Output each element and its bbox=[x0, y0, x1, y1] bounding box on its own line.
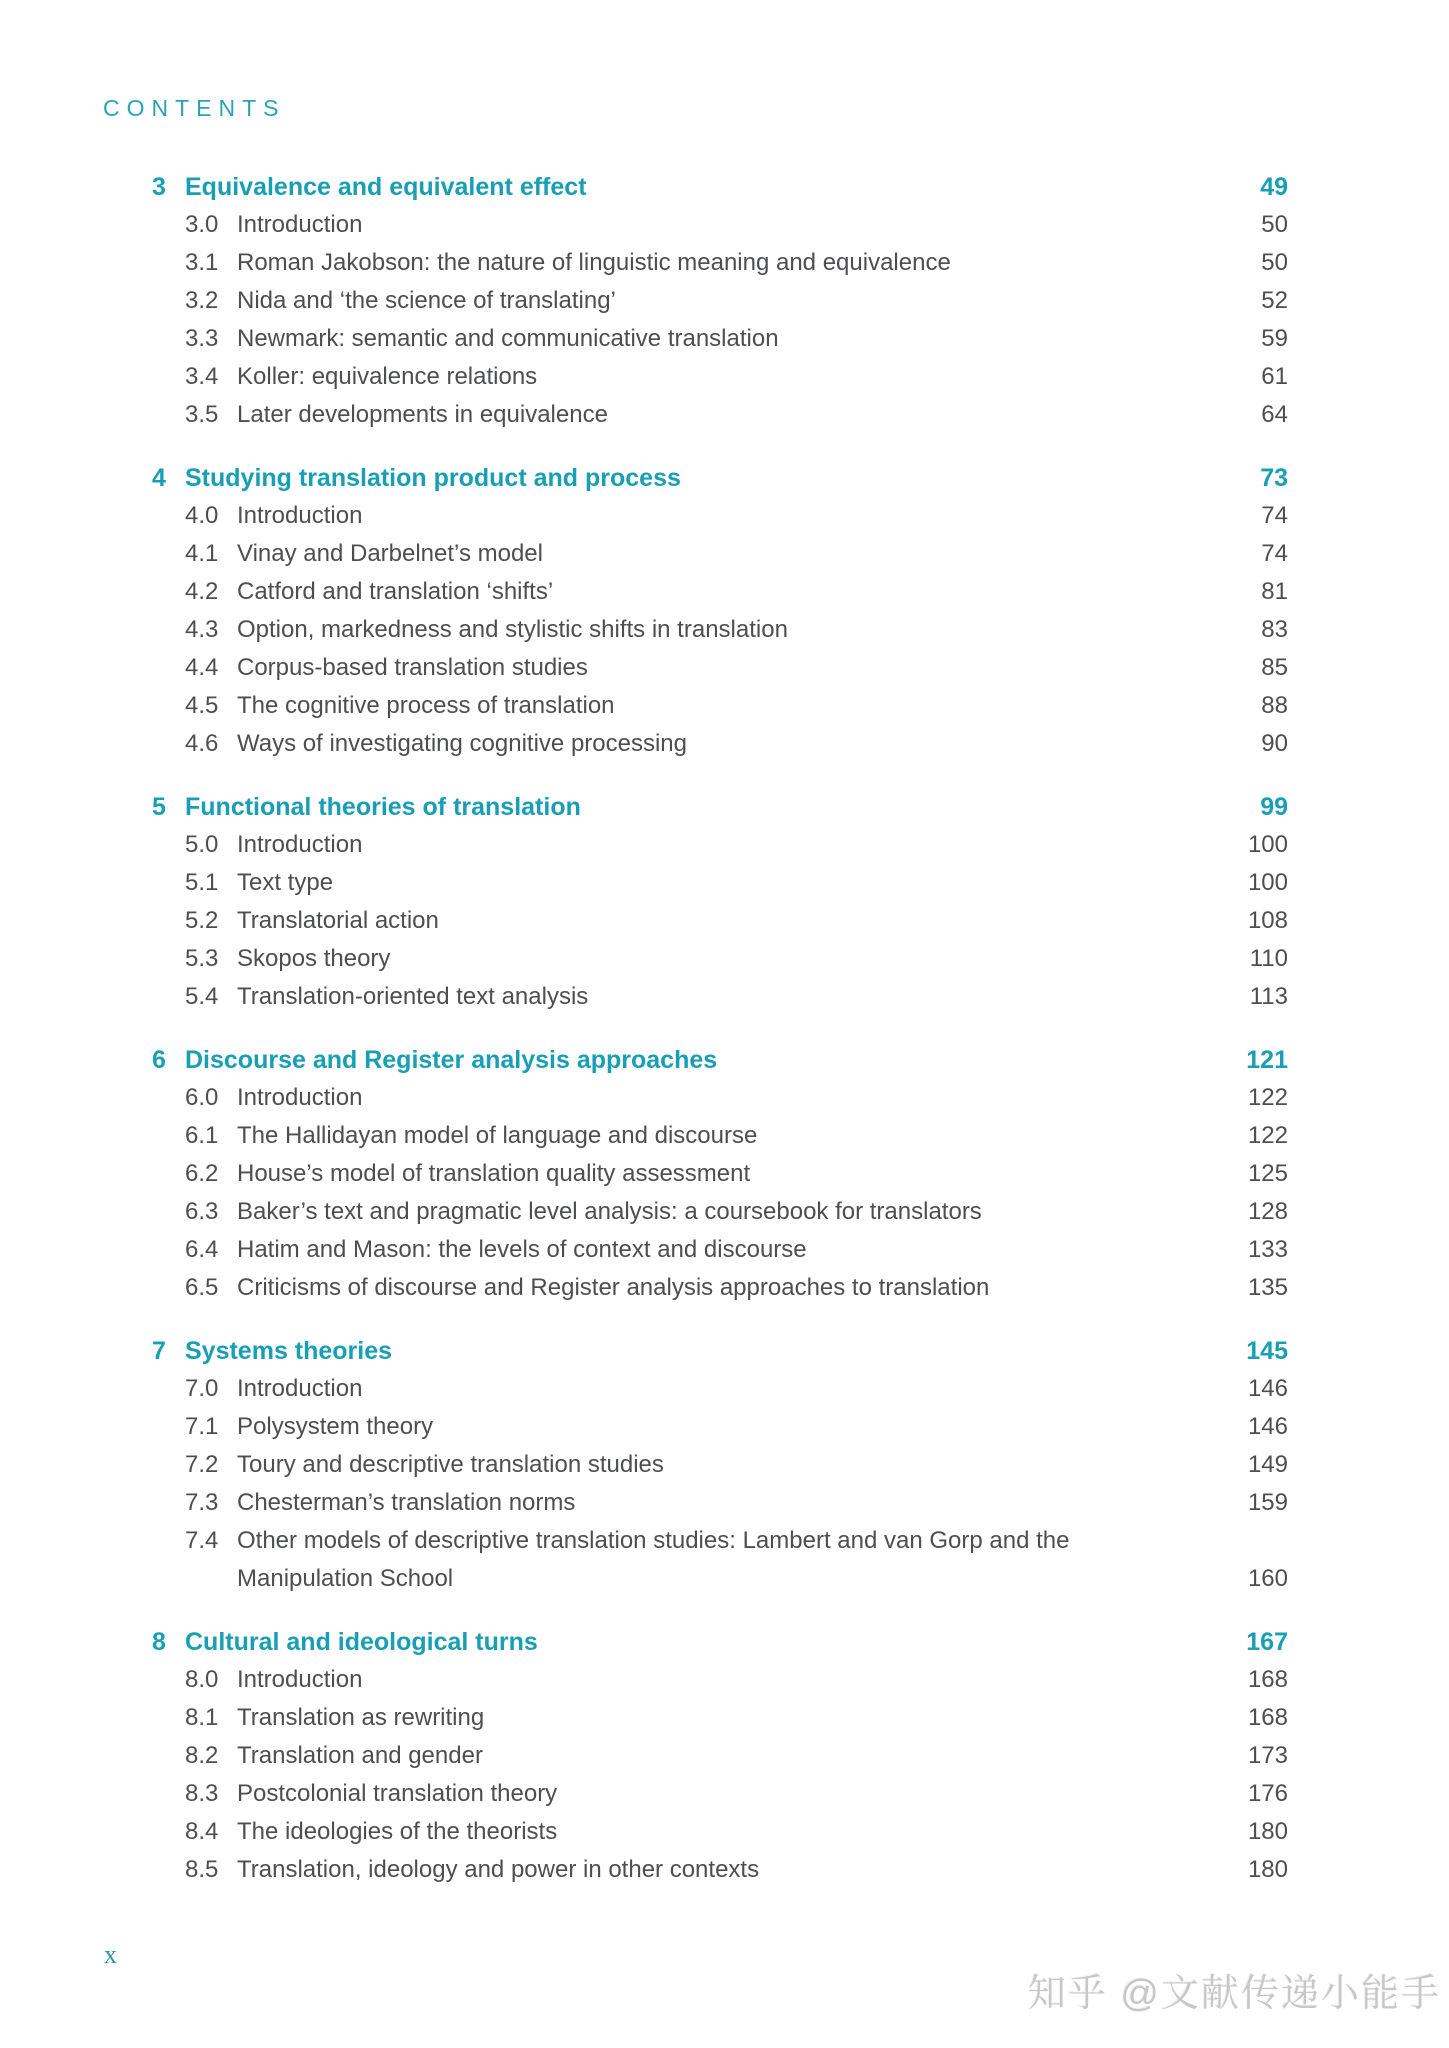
section-page-number: 74 bbox=[1261, 540, 1288, 567]
chapter-number: 6 bbox=[152, 1046, 166, 1074]
section-number: 8.1 bbox=[185, 1704, 219, 1731]
section-number: 6.4 bbox=[185, 1236, 219, 1263]
toc-section-row bbox=[152, 1661, 1288, 1699]
section-title-line1: The Hallidayan model of language and discourse bbox=[237, 1122, 758, 1149]
section-title bbox=[237, 1370, 1228, 1408]
toc-section-row bbox=[152, 1269, 1288, 1307]
toc-chapter bbox=[152, 1041, 1288, 1307]
section-number: 6.0 bbox=[185, 1084, 219, 1111]
section-number: 5.2 bbox=[185, 907, 219, 934]
table-of-contents bbox=[152, 168, 1288, 1914]
watermark: 知乎 @文献传递小能手 bbox=[1027, 1973, 1441, 2015]
section-page-number: 159 bbox=[1247, 1489, 1288, 1516]
section-number: 3.1 bbox=[185, 249, 219, 276]
chapter-title: Functional theories of translation bbox=[185, 793, 581, 821]
section-number: 8.2 bbox=[185, 1742, 219, 1769]
section-number: 4.6 bbox=[185, 730, 219, 757]
toc-section-row bbox=[152, 1370, 1288, 1408]
section-number: 4.3 bbox=[185, 616, 219, 643]
toc-section-row bbox=[152, 1813, 1288, 1851]
section-title-line1: Later developments in equivalence bbox=[237, 401, 608, 428]
section-number: 7.3 bbox=[185, 1489, 219, 1516]
toc-section-row bbox=[152, 396, 1288, 434]
section-number: 4.0 bbox=[185, 502, 219, 529]
section-title-line1: Baker’s text and pragmatic level analysis: a coursebook for translators bbox=[237, 1198, 982, 1225]
section-title-line1: Postcolonial translation theory bbox=[237, 1780, 558, 1807]
toc-section-row bbox=[152, 1851, 1288, 1889]
section-number: 5.4 bbox=[185, 983, 219, 1010]
section-page-number: 50 bbox=[1261, 211, 1288, 238]
section-number: 8.0 bbox=[185, 1666, 219, 1693]
section-title bbox=[237, 535, 1241, 573]
section-page-number: 52 bbox=[1261, 287, 1288, 314]
section-title-line1: Introduction bbox=[237, 1666, 363, 1693]
toc-section-row bbox=[152, 358, 1288, 396]
section-title-line1: Translation, ideology and power in other contexts bbox=[237, 1856, 760, 1883]
section-page-number: 146 bbox=[1247, 1375, 1288, 1402]
chapter-heading-row bbox=[152, 459, 1288, 497]
section-title-line1: Translatorial action bbox=[237, 907, 439, 934]
chapter-sections bbox=[152, 1370, 1288, 1598]
section-title-line1: Introduction bbox=[237, 1084, 363, 1111]
toc-section-row bbox=[152, 725, 1288, 763]
section-title-line1: Vinay and Darbelnet’s model bbox=[237, 540, 543, 567]
toc-section-row bbox=[152, 902, 1288, 940]
toc-section-row bbox=[152, 1231, 1288, 1269]
section-title bbox=[237, 687, 1241, 725]
chapter-title: Equivalence and equivalent effect bbox=[185, 173, 587, 201]
section-page-number: 88 bbox=[1261, 692, 1288, 719]
chapter-sections bbox=[152, 1661, 1288, 1889]
chapter-heading-row bbox=[152, 1041, 1288, 1079]
section-title-line1: Introduction bbox=[237, 1375, 363, 1402]
section-page-number: 128 bbox=[1247, 1198, 1288, 1225]
section-number: 5.3 bbox=[185, 945, 219, 972]
section-title-line1: Other models of descriptive translation studies: Lambert and van Gorp and the bbox=[237, 1527, 1070, 1554]
section-number: 4.5 bbox=[185, 692, 219, 719]
section-title bbox=[237, 1193, 1228, 1231]
chapter-title: Studying translation product and process bbox=[185, 464, 681, 492]
section-title bbox=[237, 206, 1241, 244]
section-title bbox=[237, 1231, 1228, 1269]
section-number: 5.1 bbox=[185, 869, 219, 896]
toc-section-row bbox=[152, 1484, 1288, 1522]
section-title-line1: The cognitive process of translation bbox=[237, 692, 615, 719]
section-page-number: 110 bbox=[1249, 945, 1288, 972]
section-title-line1: Chesterman’s translation norms bbox=[237, 1489, 576, 1516]
section-title bbox=[237, 1155, 1228, 1193]
section-title bbox=[237, 1661, 1228, 1699]
section-title-line1: Skopos theory bbox=[237, 945, 391, 972]
section-title-line1: Nida and ‘the science of translating’ bbox=[237, 287, 616, 314]
section-title bbox=[237, 611, 1241, 649]
toc-section-row bbox=[152, 1193, 1288, 1231]
section-title-line1: Koller: equivalence relations bbox=[237, 363, 538, 390]
section-page-number: 133 bbox=[1247, 1236, 1288, 1263]
section-number: 4.1 bbox=[185, 540, 219, 567]
section-title bbox=[237, 1775, 1228, 1813]
section-title bbox=[237, 1408, 1228, 1446]
chapter-heading-row bbox=[152, 788, 1288, 826]
toc-chapter bbox=[152, 459, 1288, 763]
section-page-number: 108 bbox=[1247, 907, 1288, 934]
toc-section-row bbox=[152, 1699, 1288, 1737]
section-title-line1: The ideologies of the theorists bbox=[237, 1818, 558, 1845]
section-number: 8.5 bbox=[185, 1856, 219, 1883]
section-page-number: 160 bbox=[1247, 1565, 1288, 1592]
chapter-heading-row bbox=[152, 1332, 1288, 1370]
section-title bbox=[237, 1484, 1228, 1522]
toc-section-row bbox=[152, 1775, 1288, 1813]
chapter-sections bbox=[152, 497, 1288, 763]
section-title bbox=[237, 497, 1241, 535]
section-title-line1: Hatim and Mason: the levels of context and discourse bbox=[237, 1236, 807, 1263]
section-title-line1: Newmark: semantic and communicative translation bbox=[237, 325, 779, 352]
chapter-number: 3 bbox=[152, 173, 166, 201]
section-number: 8.3 bbox=[185, 1780, 219, 1807]
section-number: 7.4 bbox=[185, 1527, 219, 1554]
section-title-line1: Criticisms of discourse and Register analysis approaches to translation bbox=[237, 1274, 990, 1301]
toc-section-row bbox=[152, 611, 1288, 649]
section-title-line1: Ways of investigating cognitive processing bbox=[237, 730, 687, 757]
chapter-page-number: 99 bbox=[1260, 793, 1288, 821]
section-title bbox=[237, 1446, 1228, 1484]
toc-section-row bbox=[152, 1446, 1288, 1484]
section-number: 8.4 bbox=[185, 1818, 219, 1845]
chapter-title: Cultural and ideological turns bbox=[185, 1628, 538, 1656]
section-title bbox=[237, 826, 1228, 864]
toc-chapter bbox=[152, 1623, 1288, 1889]
chapter-title: Discourse and Register analysis approaches bbox=[185, 1046, 718, 1074]
section-title bbox=[237, 320, 1241, 358]
toc-section-row bbox=[152, 940, 1288, 978]
section-title-line1: Text type bbox=[237, 869, 334, 896]
section-page-number: 83 bbox=[1261, 616, 1288, 643]
section-title bbox=[237, 1269, 1228, 1307]
section-title-line1: Catford and translation ‘shifts’ bbox=[237, 578, 554, 605]
toc-section-row bbox=[152, 244, 1288, 282]
section-number: 3.5 bbox=[185, 401, 219, 428]
toc-section-row bbox=[152, 320, 1288, 358]
section-title-line1: Polysystem theory bbox=[237, 1413, 434, 1440]
toc-section-row bbox=[152, 535, 1288, 573]
section-title bbox=[237, 1699, 1228, 1737]
section-number: 3.2 bbox=[185, 287, 219, 314]
toc-section-row bbox=[152, 497, 1288, 535]
chapter-page-number: 73 bbox=[1260, 464, 1288, 492]
toc-section-row bbox=[152, 687, 1288, 725]
section-number: 4.2 bbox=[185, 578, 219, 605]
section-number: 6.5 bbox=[185, 1274, 219, 1301]
section-title-line1: Introduction bbox=[237, 211, 363, 238]
toc-section-row bbox=[152, 282, 1288, 320]
folio-page-number: x bbox=[104, 1940, 117, 1969]
section-number: 4.4 bbox=[185, 654, 219, 681]
section-title bbox=[237, 864, 1228, 902]
section-title bbox=[237, 1522, 1228, 1598]
section-number: 3.4 bbox=[185, 363, 219, 390]
toc-section-row bbox=[152, 1522, 1288, 1598]
section-title-line1: Translation and gender bbox=[237, 1742, 483, 1769]
toc-chapter bbox=[152, 1332, 1288, 1598]
section-title-line1: Translation-oriented text analysis bbox=[237, 983, 589, 1010]
chapter-number: 7 bbox=[152, 1337, 166, 1365]
toc-section-row bbox=[152, 1155, 1288, 1193]
section-page-number: 81 bbox=[1261, 578, 1288, 605]
section-page-number: 122 bbox=[1247, 1122, 1288, 1149]
section-title bbox=[237, 358, 1241, 396]
section-page-number: 64 bbox=[1261, 401, 1288, 428]
chapter-heading-row bbox=[152, 168, 1288, 206]
toc-chapter bbox=[152, 168, 1288, 434]
toc-section-row bbox=[152, 1408, 1288, 1446]
section-page-number: 74 bbox=[1261, 502, 1288, 529]
section-page-number: 61 bbox=[1261, 363, 1288, 390]
section-title-line1: Translation as rewriting bbox=[237, 1704, 485, 1731]
section-page-number: 180 bbox=[1247, 1818, 1288, 1845]
section-number: 5.0 bbox=[185, 831, 219, 858]
chapter-heading-row bbox=[152, 1623, 1288, 1661]
section-page-number: 113 bbox=[1249, 983, 1288, 1010]
section-title bbox=[237, 1813, 1228, 1851]
section-title bbox=[237, 1117, 1228, 1155]
section-page-number: 135 bbox=[1247, 1274, 1288, 1301]
section-title bbox=[237, 396, 1241, 434]
section-number: 7.1 bbox=[185, 1413, 219, 1440]
section-page-number: 100 bbox=[1247, 869, 1288, 896]
chapter-title: Systems theories bbox=[185, 1337, 393, 1365]
toc-section-row bbox=[152, 1079, 1288, 1117]
section-number: 7.0 bbox=[185, 1375, 219, 1402]
section-title-line1: Introduction bbox=[237, 831, 363, 858]
chapter-page-number: 121 bbox=[1246, 1046, 1288, 1074]
section-number: 6.1 bbox=[185, 1122, 219, 1149]
section-number: 3.3 bbox=[185, 325, 219, 352]
section-title bbox=[237, 940, 1230, 978]
section-page-number: 90 bbox=[1261, 730, 1288, 757]
section-title-line1: Toury and descriptive translation studies bbox=[237, 1451, 664, 1478]
section-title bbox=[237, 902, 1228, 940]
section-title bbox=[237, 573, 1241, 611]
toc-section-row bbox=[152, 826, 1288, 864]
chapter-page-number: 167 bbox=[1246, 1628, 1288, 1656]
toc-section-row bbox=[152, 649, 1288, 687]
section-title bbox=[237, 1851, 1228, 1889]
section-page-number: 59 bbox=[1261, 325, 1288, 352]
page-title: CONTENTS bbox=[103, 95, 286, 121]
chapter-page-number: 145 bbox=[1246, 1337, 1288, 1365]
section-page-number: 168 bbox=[1247, 1666, 1288, 1693]
section-page-number: 180 bbox=[1247, 1856, 1288, 1883]
section-page-number: 173 bbox=[1247, 1742, 1288, 1769]
toc-section-row bbox=[152, 206, 1288, 244]
section-page-number: 100 bbox=[1247, 831, 1288, 858]
toc-section-row bbox=[152, 1737, 1288, 1775]
toc-chapter bbox=[152, 788, 1288, 1016]
chapter-sections bbox=[152, 206, 1288, 434]
section-title bbox=[237, 244, 1241, 282]
toc-section-row bbox=[152, 1117, 1288, 1155]
section-page-number: 85 bbox=[1261, 654, 1288, 681]
section-number: 7.2 bbox=[185, 1451, 219, 1478]
section-title-line1: Roman Jakobson: the nature of linguistic meaning and equivalence bbox=[237, 249, 951, 276]
toc-section-row bbox=[152, 573, 1288, 611]
section-number: 6.3 bbox=[185, 1198, 219, 1225]
toc-section-row bbox=[152, 864, 1288, 902]
chapter-number: 4 bbox=[152, 464, 166, 492]
section-page-number: 125 bbox=[1247, 1160, 1288, 1187]
section-title bbox=[237, 649, 1241, 687]
chapter-sections bbox=[152, 1079, 1288, 1307]
section-page-number: 168 bbox=[1247, 1704, 1288, 1731]
section-number: 3.0 bbox=[185, 211, 219, 238]
chapter-number: 8 bbox=[152, 1628, 166, 1656]
section-number: 6.2 bbox=[185, 1160, 219, 1187]
section-title bbox=[237, 978, 1230, 1016]
section-title-line1: Option, markedness and stylistic shifts in translation bbox=[237, 616, 788, 643]
section-page-number: 146 bbox=[1247, 1413, 1288, 1440]
section-title-line2: Manipulation School bbox=[237, 1565, 454, 1592]
section-title-line1: Introduction bbox=[237, 502, 363, 529]
section-title bbox=[237, 725, 1241, 763]
section-page-number: 149 bbox=[1247, 1451, 1288, 1478]
chapter-number: 5 bbox=[152, 793, 166, 821]
section-title-line1: Corpus-based translation studies bbox=[237, 654, 588, 681]
chapter-page-number: 49 bbox=[1260, 173, 1288, 201]
toc-section-row bbox=[152, 978, 1288, 1016]
section-page-number: 122 bbox=[1247, 1084, 1288, 1111]
section-title bbox=[237, 282, 1241, 320]
chapter-sections bbox=[152, 826, 1288, 1016]
section-title bbox=[237, 1737, 1228, 1775]
section-title-line1: House’s model of translation quality assessment bbox=[237, 1160, 751, 1187]
section-page-number: 176 bbox=[1247, 1780, 1288, 1807]
section-page-number: 50 bbox=[1261, 249, 1288, 276]
section-title bbox=[237, 1079, 1228, 1117]
